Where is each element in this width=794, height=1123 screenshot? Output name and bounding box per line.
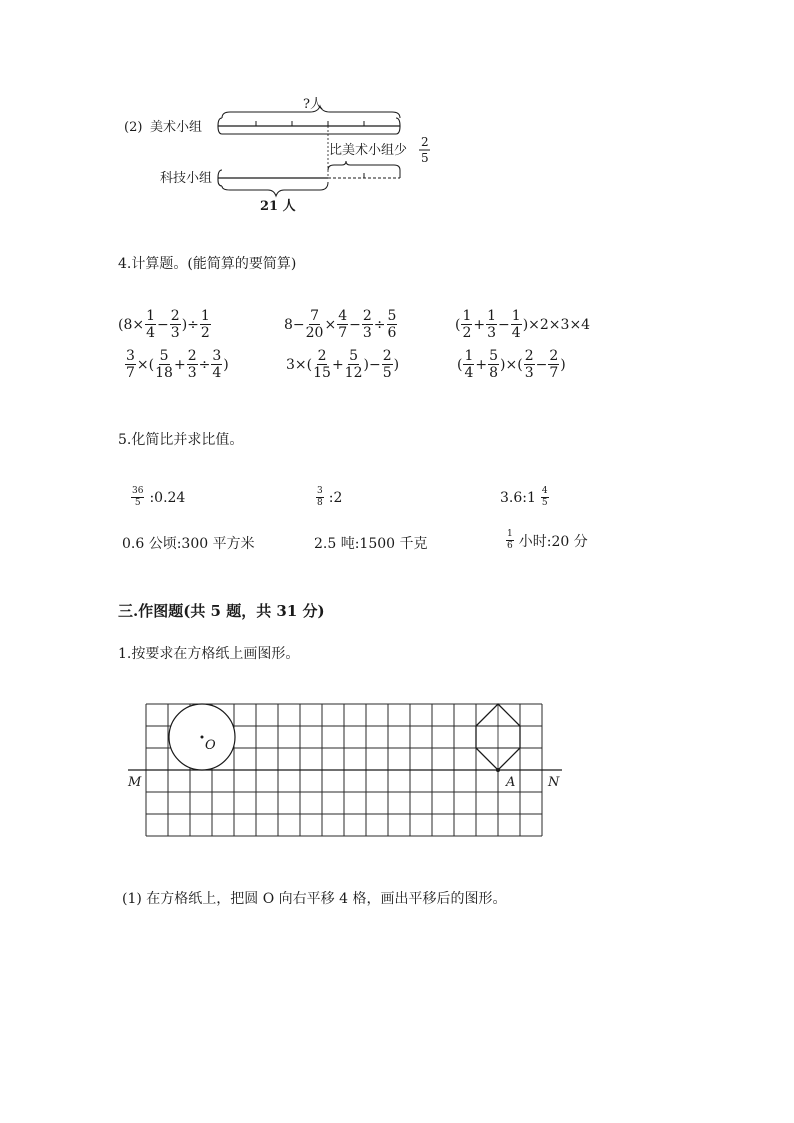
- fraction: $\frac{2}{3}$: [524, 348, 534, 381]
- fraction: $\frac{1}{4}$: [511, 308, 521, 341]
- label-o: O: [205, 738, 216, 753]
- expr-1: [118, 309, 212, 340]
- fraction: $\frac{7}{20}$: [305, 308, 324, 341]
- label-a: A: [506, 775, 516, 790]
- expr-text: )÷: [181, 316, 199, 333]
- fraction: $\frac{5}{12}$: [344, 348, 363, 381]
- label-m: M: [128, 775, 142, 790]
- expr-text: +: [173, 356, 186, 373]
- fraction: $\frac{36}{5}$: [132, 486, 144, 508]
- q5-title: 5.化简比并求比值。: [118, 432, 244, 448]
- tech-group-label: 科技小组: [160, 171, 213, 186]
- expr-6: [457, 349, 566, 380]
- fraction: $\frac{1}{4}$: [146, 308, 156, 341]
- ratio-text: :0.24: [149, 489, 186, 506]
- fraction: $\frac{3}{8}$: [317, 486, 323, 508]
- expr-text: −: [157, 316, 169, 333]
- expr-text: ): [223, 356, 229, 373]
- art-group-label: 美术小组: [150, 120, 203, 135]
- point-a: [496, 768, 500, 772]
- expr-text: (: [455, 316, 461, 333]
- compare-frac-den: 5: [421, 151, 429, 165]
- fraction: $\frac{1}{2}$: [200, 308, 210, 341]
- fraction: $\frac{5}{18}$: [155, 348, 173, 381]
- fraction: $\frac{5}{8}$: [489, 348, 499, 381]
- center-point-o: [201, 736, 204, 739]
- ratio-5: 2.5 吨:1500 千克: [314, 536, 428, 552]
- fraction: $\frac{1}{4}$: [464, 348, 474, 381]
- fraction: $\frac{4}{7}$: [338, 308, 348, 341]
- ratio-text: :2: [328, 489, 343, 506]
- ratio-text: 3.6:1: [500, 489, 536, 506]
- expr-2: [284, 309, 398, 340]
- expr-text: )−: [363, 356, 381, 373]
- expr-text: 3×(: [286, 356, 313, 373]
- draw1-instruction: (1) 在方格纸上，把圆 O 向右平移 4 格，画出平移后的图形。: [122, 891, 507, 907]
- q4-title: 4.计算题。(能简算的要简算): [118, 256, 297, 272]
- expr-4: [124, 349, 229, 380]
- fraction: $\frac{2}{15}$: [313, 348, 331, 381]
- ratio-text: 小时:20 分: [518, 533, 588, 550]
- fraction: $\frac{1}{2}$: [462, 308, 472, 341]
- ratio-1: [130, 487, 185, 508]
- fraction: $\frac{2}{3}$: [170, 308, 180, 341]
- expr-text: ×: [324, 316, 337, 333]
- expr-text: )×(: [500, 356, 523, 373]
- diagram-index: (2): [124, 120, 143, 135]
- compare-label: 比美术小组少: [329, 143, 408, 158]
- fraction: $\frac{2}{5}$: [382, 348, 392, 381]
- expr-3: [455, 309, 590, 340]
- expr-text: 8−: [284, 316, 305, 333]
- fraction: $\frac{1}{3}$: [487, 308, 497, 341]
- expr-text: ÷: [373, 316, 386, 333]
- label-n: N: [548, 775, 560, 790]
- expr-text: ): [560, 356, 566, 373]
- expr-text: ): [393, 356, 400, 373]
- expr-text: −: [535, 356, 548, 373]
- fraction: $\frac{4}{5}$: [541, 486, 548, 508]
- fraction: $\frac{1}{6}$: [507, 529, 513, 551]
- expr-text: ×(: [136, 356, 155, 373]
- question-label: ?人: [303, 97, 323, 112]
- ratio-2: [315, 487, 342, 508]
- line-segment-diagram: [110, 88, 460, 218]
- ratio-6: [505, 530, 588, 551]
- draw1-title: 1.按要求在方格纸上画图形。: [118, 646, 300, 662]
- expr-text: +: [331, 356, 344, 373]
- expr-text: −: [349, 316, 361, 333]
- fraction: $\frac{3}{7}$: [126, 348, 135, 381]
- grid-figure: [120, 697, 570, 842]
- count-label: 21 人: [260, 199, 296, 214]
- expr-5: [286, 349, 399, 380]
- compare-frac-num: 2: [421, 135, 429, 149]
- expr-text: (: [457, 356, 463, 373]
- expr-text: (8×: [118, 316, 145, 333]
- fraction: $\frac{2}{7}$: [549, 348, 559, 381]
- expr-text: +: [475, 356, 488, 373]
- expr-text: +: [473, 316, 486, 333]
- ratio-4: 0.6 公顷:300 平方米: [122, 536, 255, 552]
- ratio-3: [500, 487, 550, 508]
- fraction: $\frac{2}{3}$: [187, 348, 197, 381]
- fraction: $\frac{3}{4}$: [212, 348, 222, 381]
- expr-text: )×2×3×4: [522, 316, 591, 333]
- expr-text: ÷: [198, 356, 211, 373]
- count-brace: [222, 182, 328, 196]
- expr-text: −: [498, 316, 510, 333]
- section-3-title: 三.作图题(共 5 题，共 31 分): [118, 602, 325, 620]
- fraction: $\frac{2}{3}$: [362, 308, 372, 341]
- fraction: $\frac{5}{6}$: [387, 308, 397, 341]
